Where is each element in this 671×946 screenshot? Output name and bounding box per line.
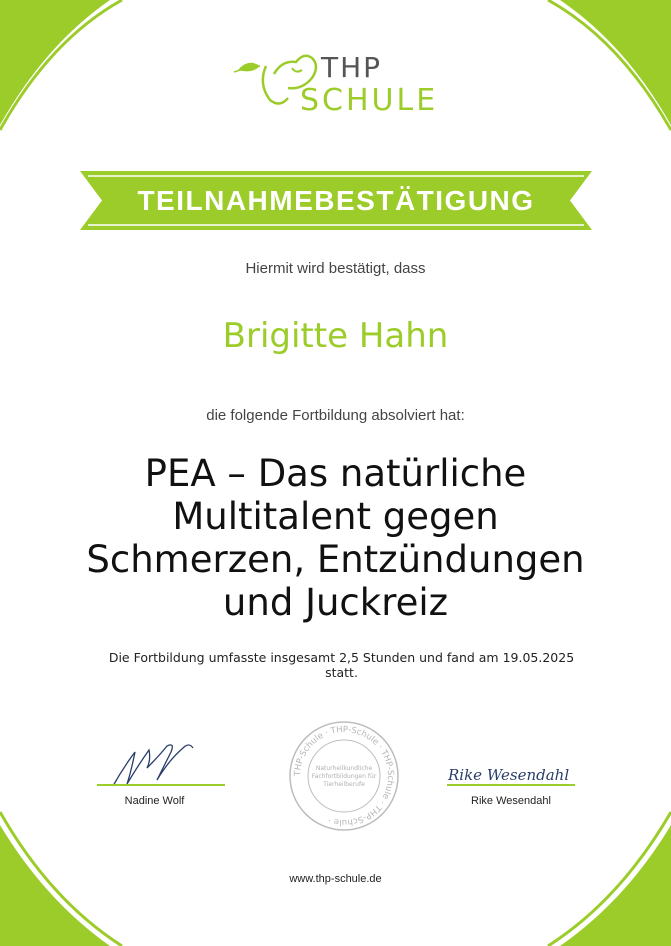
course-title-line: Schmerzen, Entzündungen [86,538,585,581]
signature-right-text: Rike Wesendahl [448,766,570,784]
intro-text: Hiermit wird bestätigt, dass [245,260,426,277]
signature-line-right [447,784,575,786]
logo-text-thp: THP [321,51,383,84]
course-details [60,650,623,680]
signer-name-left: Nadine Wolf [124,795,185,807]
course-title [40,452,631,624]
seal-center-line: Fachfortbildungen für [311,773,377,780]
signer-name-right: Rike Wesendahl [471,795,551,807]
signature-line-left [97,784,225,786]
signature-right [446,760,576,786]
details-line: Die Fortbildung umfasste insgesamt 2,5 Stunden und fand am 19.05.2025 [108,650,575,665]
logo-text-schule: SCHULE [300,83,439,118]
certificate-title: TEILNAHMEBESTÄTIGUNG [137,184,535,216]
seal-center-line: Tierheilberufe [323,781,365,788]
recipient-name: Brigitte Hahn [222,316,449,356]
course-title-line: Multitalent gegen [172,495,499,538]
seal-stamp [288,720,400,832]
details-line: statt. [325,665,358,680]
seal-center-line: Naturheilkundliche [315,765,373,772]
completed-text: die folgende Fortbildung absolviert hat: [206,407,465,424]
course-title-line: PEA – Das natürliche [144,452,527,495]
seal-ring-text: THP-Schule · THP-Schule · THP-Schule · THP-Schule · [292,724,396,828]
course-title-line: und Juckreiz [222,581,449,624]
website-link: www.thp-schule.de [289,873,382,885]
signature-left [105,738,205,790]
